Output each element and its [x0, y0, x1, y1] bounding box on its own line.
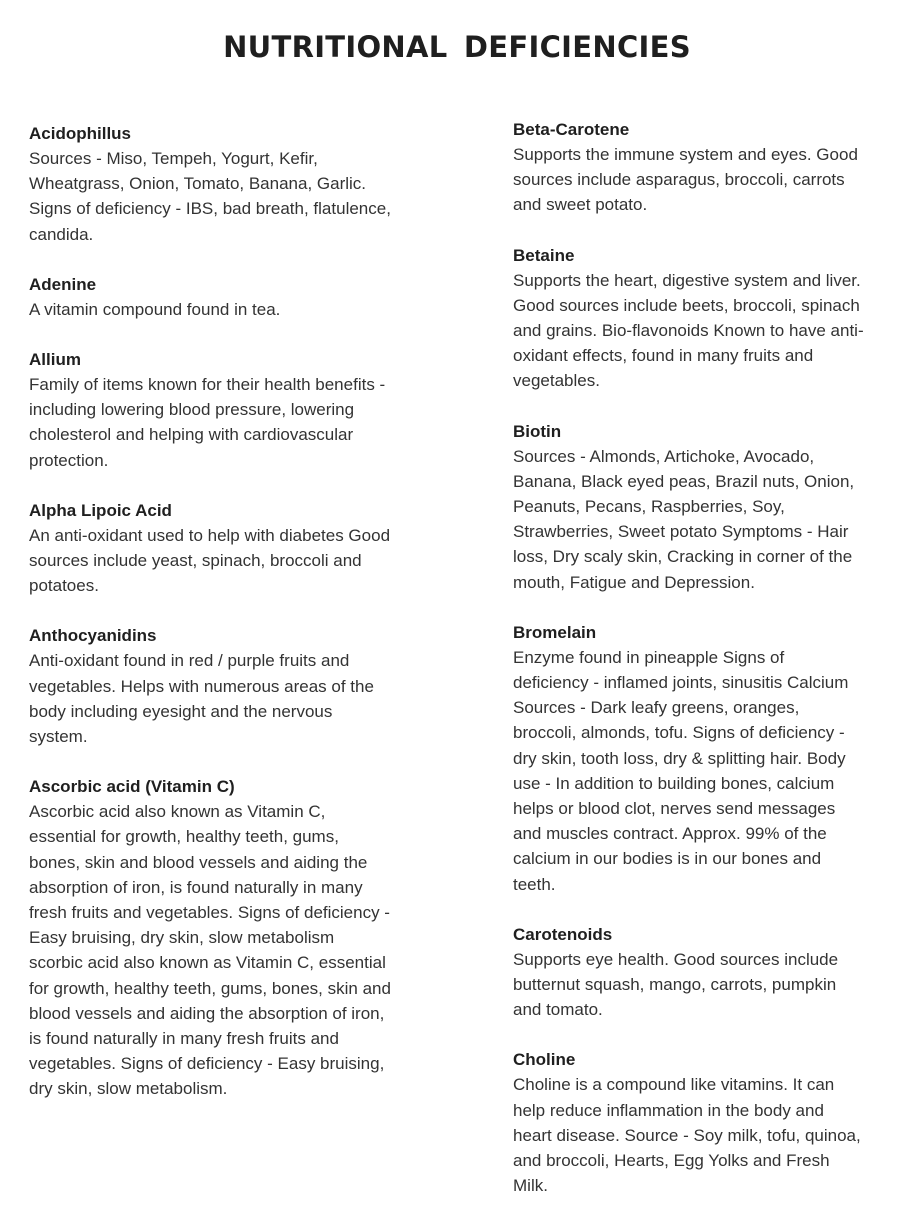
description-line: for growth, healthy teeth, gums, bones, skin and [29, 978, 391, 998]
nutrient-entry [513, 117, 898, 218]
left-column [29, 121, 429, 1127]
nutrient-entry [29, 623, 429, 749]
description-line: and sweet potato. [513, 195, 648, 215]
description-line: absorption of iron, is found naturally in many [29, 877, 363, 897]
description-line: is found naturally in many fresh fruits and [29, 1029, 339, 1049]
description-line: Choline is a compound like vitamins. It can [513, 1075, 835, 1095]
description-line: cholesterol and helping with cardiovascular [29, 425, 354, 445]
nutrient-title: Ascorbic acid (Vitamin C) [29, 777, 235, 797]
description-line: potatoes. [29, 576, 99, 596]
description-line: Sources - Dark leafy greens, oranges, [513, 698, 800, 718]
nutrient-title: Adenine [29, 274, 97, 294]
description-line: help reduce inflammation in the body and [513, 1100, 824, 1120]
description-line: dry skin, tooth loss, dry & splitting hair. Body [513, 748, 846, 768]
nutrient-description [513, 1072, 898, 1198]
nutrient-entry [513, 243, 898, 394]
description-line: Milk. [513, 1176, 548, 1196]
description-line: protection. [29, 450, 109, 470]
nutrient-title: Beta-Carotene [513, 120, 630, 139]
description-line: Supports the heart, digestive system and liver. [513, 270, 861, 290]
nutrient-entry [513, 922, 898, 1023]
description-line: helps or blood clot, nerves send messages [513, 799, 836, 819]
description-line: Easy bruising, dry skin, slow metabolism [29, 928, 335, 948]
nutrient-entry [513, 620, 898, 897]
description-line: A vitamin compound found in tea. [29, 299, 281, 319]
description-line: heart disease. Source - Soy milk, tofu, quinoa, [513, 1125, 861, 1145]
right-column [513, 117, 898, 1224]
description-line: oxidant effects, found in many fruits and [513, 346, 814, 366]
description-line: Banana, Black eyed peas, Brazil nuts, Onion, [513, 471, 855, 491]
description-line: and grains. Bio-flavonoids Known to have anti- [513, 321, 864, 341]
description-line: scorbic acid also known as Vitamin C, essential [29, 953, 386, 973]
description-line: Good sources include beets, broccoli, spinach [513, 295, 860, 315]
nutrient-description [513, 268, 898, 394]
description-line: Peanuts, Pecans, Raspberries, Soy, [513, 497, 785, 517]
nutrient-description [513, 142, 898, 218]
nutrient-entry [29, 121, 429, 247]
description-line: dry skin, slow metabolism. [29, 1079, 228, 1099]
nutrient-description [29, 799, 429, 1101]
page-title: NUTRITIONAL DEFICIENCIES [223, 30, 691, 64]
nutrient-description [29, 146, 429, 247]
nutrient-description [29, 648, 429, 749]
nutrient-description [513, 947, 898, 1023]
nutrient-title: Biotin [513, 421, 562, 441]
description-line: Supports the immune system and eyes. Good [513, 145, 858, 164]
nutrient-entry [29, 498, 429, 599]
nutrient-title: Alpha Lipoic Acid [29, 500, 172, 520]
nutrient-description [29, 297, 429, 322]
description-line: use - In addition to building bones, calcium [513, 773, 835, 793]
nutrient-description [29, 372, 429, 473]
nutrient-title: Choline [513, 1050, 576, 1070]
nutrient-entry [29, 347, 429, 473]
nutrient-description [513, 444, 898, 595]
nutrient-description [513, 645, 898, 897]
description-line: butternut squash, mango, carrots, pumpkin [513, 975, 837, 995]
description-line: system. [29, 727, 88, 747]
description-line: teeth. [513, 874, 556, 894]
description-line: calcium in our bodies is in our bones and [513, 849, 822, 869]
description-line: Strawberries, Sweet potato Symptoms - Hair [513, 522, 849, 542]
description-line: Sources - Almonds, Artichoke, Avocado, [513, 446, 815, 466]
description-line: Ascorbic acid also known as Vitamin C, [29, 802, 326, 822]
description-line: vegetables. Signs of deficiency - Easy bruising, [29, 1054, 385, 1074]
nutrient-entry [513, 1047, 898, 1198]
description-line: and tomato. [513, 1000, 603, 1020]
description-line: deficiency - inflamed joints, sinusitis Calcium [513, 673, 849, 693]
description-line: body including eyesight and the nervous [29, 701, 333, 721]
nutrient-entry [29, 272, 429, 322]
description-line: candida. [29, 224, 94, 244]
nutrient-entry [29, 774, 429, 1101]
description-line: Enzyme found in pineapple Signs of [513, 647, 785, 667]
description-line: blood vessels and aiding the absorption of iron, [29, 1003, 385, 1023]
description-line: Supports eye health. Good sources include [513, 949, 839, 969]
nutrient-description [29, 523, 429, 599]
description-line: Anti-oxidant found in red / purple fruits and [29, 651, 350, 671]
description-line: Sources - Miso, Tempeh, Yogurt, Kefir, [29, 149, 318, 168]
description-line: and muscles contract. Approx. 99% of the [513, 824, 827, 844]
description-line: bones, skin and blood vessels and aiding the [29, 852, 368, 872]
description-line: broccoli, almonds, tofu. Signs of deficiency - [513, 723, 845, 743]
description-line: An anti-oxidant used to help with diabetes Good [29, 525, 391, 545]
nutrient-title: Allium [29, 350, 81, 370]
nutrient-title: Carotenoids [513, 924, 613, 944]
description-line: fresh fruits and vegetables. Signs of deficiency - [29, 903, 390, 923]
description-line: including lowering blood pressure, lowering [29, 400, 355, 420]
description-line: and broccoli, Hearts, Egg Yolks and Fresh [513, 1151, 830, 1171]
description-line: Family of items known for their health benefits - [29, 375, 386, 395]
nutrient-title: Betaine [513, 245, 575, 265]
description-line: mouth, Fatigue and Depression. [513, 572, 755, 592]
nutrient-entry [513, 419, 898, 595]
description-line: sources include asparagus, broccoli, carrots [513, 170, 845, 190]
description-line: sources include yeast, spinach, broccoli and [29, 551, 362, 571]
description-line: vegetables. Helps with numerous areas of the [29, 676, 374, 696]
description-line: Signs of deficiency - IBS, bad breath, flatulence, [29, 199, 391, 219]
nutrient-title: Anthocyanidins [29, 626, 157, 646]
description-line: essential for growth, healthy teeth, gums, [29, 827, 339, 847]
description-line: Wheatgrass, Onion, Tomato, Banana, Garlic. [29, 174, 367, 194]
description-line: loss, Dry scaly skin, Cracking in corner of the [513, 547, 853, 567]
nutrient-title: Bromelain [513, 622, 597, 642]
description-line: vegetables. [513, 371, 600, 391]
nutrient-title: Acidophillus [29, 124, 131, 143]
